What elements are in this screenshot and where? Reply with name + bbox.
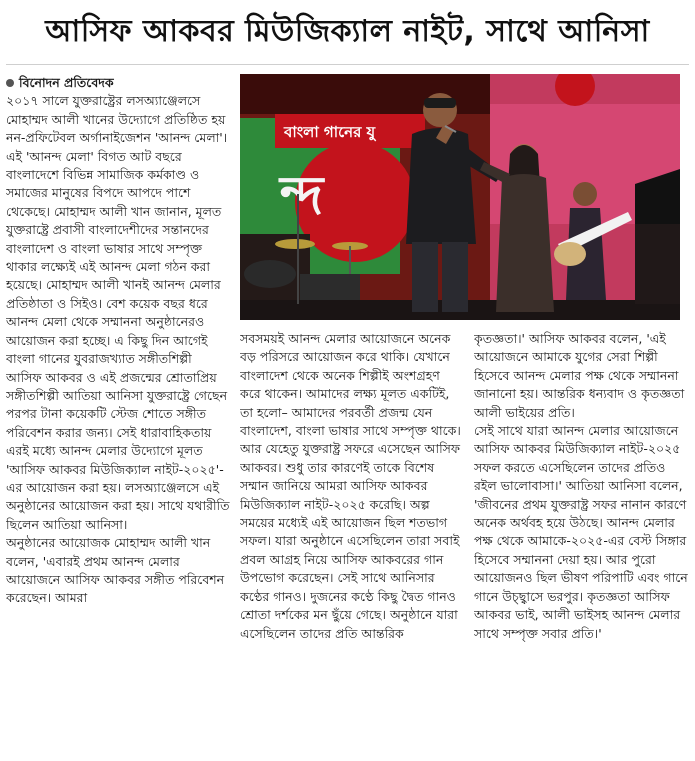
byline-text: বিনোদন প্রতিবেদক bbox=[19, 75, 114, 90]
headline-divider bbox=[6, 64, 689, 65]
backdrop-letters: ন্দ bbox=[280, 164, 324, 227]
article-column-2 bbox=[240, 330, 464, 754]
paragraph: কৃতজ্ঞতা।' আসিফ আকবর বলেন, 'এই আয়োজনে আমাকে যুগের সেরা শিল্পী হিসেবে আনন্দ মেলার পক্ষ থেকে সম্মাননা জানানো হয়। আন্তরিক ধন্যবাদ ও কৃতজ্ঞতা আলী ভাইয়ের প্রতি। bbox=[474, 331, 685, 420]
paragraph: অনুষ্ঠানের আয়োজক মোহাম্মদ আলী খান বলেন, 'এবারই প্রথম আনন্দ মেলার আয়োজনে আসিফ আকবর সঙ্গীত পরিবেশন করেছেন। আমরা bbox=[6, 535, 225, 606]
bullet-icon bbox=[6, 79, 14, 87]
paragraph: ২০১৭ সালে যুক্তরাষ্ট্রের লসঅ্যাঞ্জেলসে মোহাম্মদ আলী খানের উদ্যোগে প্রতিষ্ঠিত হয় নন-প্রফিটেবল অর্গানাইজেশন 'আনন্দ মেলা'। এই 'আনন্দ মেলা' বিগত আট বছরে বাংলাদেশে বিভিন্ন সামাজিক কর্মকাণ্ড ও সমাজের মানুষের বিপদে আপদে পাশে থেকেছে। মোহাম্মদ আলী খান জানান, মূলত যুক্তরাষ্ট্রে প্রবাসী বাংলাদেশীদের সন্তানদের বাংলাদেশ ও বাংলা ভাষার সাথে সম্পৃক্ত থাকার লক্ষ্যেই এই আনন্দ মেলা গঠন করা হয়েছে। মোহাম্মদ আলী খানই আনন্দ মেলার প্রতিষ্ঠাতা ও সিইও। বেশ কয়েক বছর ধরে আনন্দ মেলা থেকে সম্মাননা অনুষ্ঠানেরও আয়োজন করা হচ্ছে। এ কিছু দিন আগেই বাংলা গানের যুবরাজখ্যাত সঙ্গীতশিল্পী আসিফ আকবর ও এই প্রজন্মের শ্রোতাপ্রিয় সঙ্গীতশিল্পী আতিয়া আনিসা যুক্তরাষ্ট্রে গেছেন পরপর টানা কয়েকটি স্টেজ শোতে সঙ্গীত পরিবেশন করার জন্য। সেই ধারাবাহিকতায় এরই মধ্যে আনন্দ মেলার উদ্যোগে মূলত 'আসিফ আকবর মিউজিক্যাল নাইট-২০২৫'-এর আয়োজন করা হয়। লসঅ্যাঞ্জেলসে এই অনুষ্ঠানের আয়োজন করা হয়। সাথে যথারীতি ছিলেন আতিয়া আনিসা। bbox=[6, 93, 230, 532]
paragraph: সেই সাথে যারা আনন্দ মেলার আয়োজনে আসিফ আকবর মিউজিক্যাল নাইট-২০২৫ সফল করতে এসেছিলেন তাদের প্রতিও রইল ভালোবাসা।' আতিয়া আনিসা বলেন, 'জীবনের প্রথম যুক্তরাষ্ট্র সফর নানান কারণে অনেক অর্থবহ হয়ে উঠছে। আনন্দ মেলার পক্ষ থেকে আমাকে-২০২৫-এর বেস্ট সিঙ্গার হিসেবে সম্মাননা দেয়া হয়। আর পুরো আয়োজনও ছিল ভীষণ পরিপাটি এবং গানে গানে উচ্ছ্বাসে ভরপুর। কৃতজ্ঞতা আসিফ আকবর ভাই, আলী ভাইসহ আনন্দ মেলার সাথে সম্পৃক্ত সবার প্রতি।' bbox=[474, 423, 688, 641]
article-column-3 bbox=[474, 330, 689, 754]
byline bbox=[6, 74, 230, 92]
headline: আসিফ আকবর মিউজিক্যাল নাইট, সাথে আনিসা bbox=[45, 14, 650, 49]
article-column-1 bbox=[6, 74, 230, 754]
article-photo bbox=[240, 74, 680, 320]
banner-text: বাংলা গানের যু bbox=[284, 123, 376, 141]
paragraph: সবসময়ই আনন্দ মেলার আয়োজনে অনেক বড় পরিসরে আয়োজন করে থাকি। যেখানে বাংলাদেশ থেকে অনেক শিল্পীই অংশগ্রহণ করে থাকেন। আমাদের লক্ষ্য মূলত একটিই, তা হলো– আমাদের পরবর্তী প্রজন্ম যেন বাংলাদেশ, বাংলা ভাষার সাথে সম্পৃক্ত থাকে। আর যেহেতু যুক্তরাষ্ট্র সফরে এসেছেন আসিফ আকবর। শুধু তার কারণেই তাকে বিশেষ সম্মান জানিয়ে আমরা আসিফ আকবর মিউজিক্যাল নাইট-২০২৫ করেছি। অল্প সময়ের মধ্যেই এই আয়োজন ছিল শতভাগ সফল। যারা অনুষ্ঠানে এসেছিলেন তারা সবাই প্রবল আগ্রহ নিয়ে আসিফ আকবরের গান উপভোগ করেছেন। সেই সাথে আনিসার কণ্ঠের গানও। দুজনের কণ্ঠে কিছু দ্বৈত গানও শ্রোতা দর্শকের মন ছুঁয়ে গেছে। অনুষ্ঠানে যারা এসেছিলেন তাদের প্রতি আন্তরিক bbox=[240, 331, 461, 641]
